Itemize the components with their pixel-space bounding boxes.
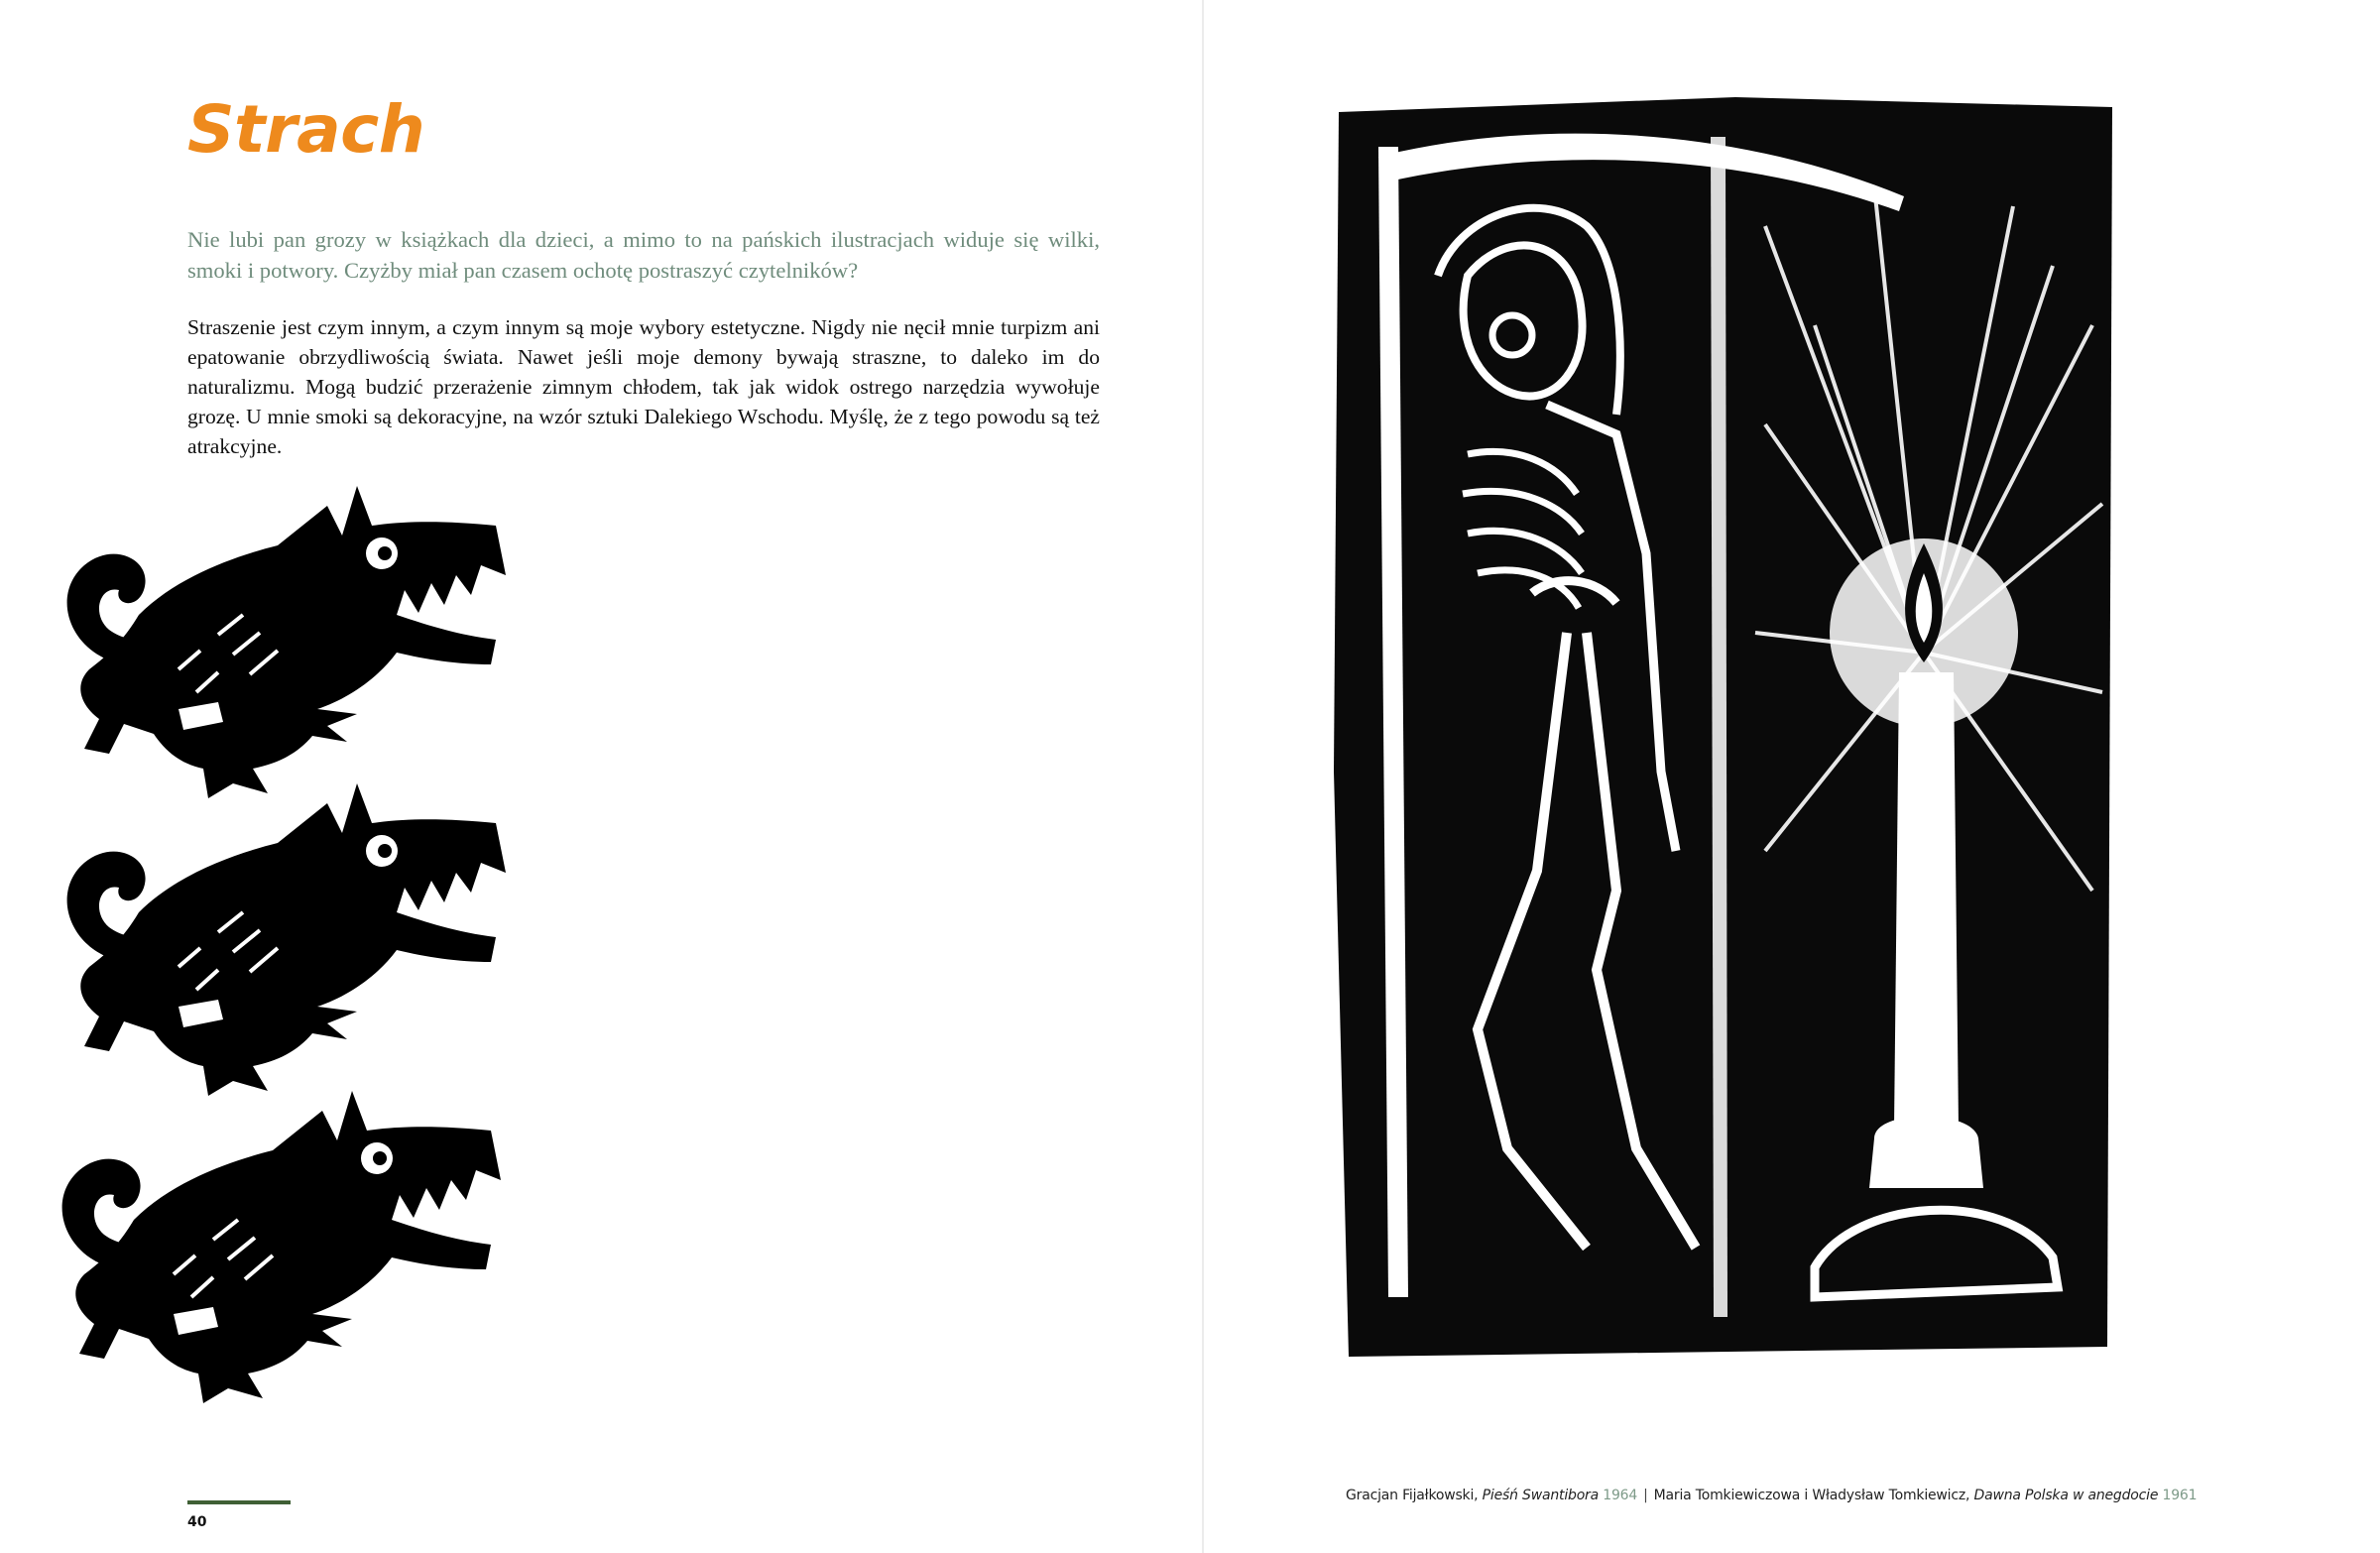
page-title: Strach: [187, 91, 425, 168]
image-caption: [1346, 1488, 2198, 1503]
interview-question: Nie lubi pan grozy w książkach dla dzieci, a mimo to na pańskich ilustracjach widuje się wilki, smoki i potwory. Czyżby miał pan czasem ochotę postraszyć czytelników?: [187, 227, 1100, 283]
caption-credit1-author: Gracjan Fijałkowski,: [1346, 1488, 1483, 1503]
caption-credit1-year: 1964: [1599, 1488, 1638, 1503]
caption-credit1-title: Pieśń Swantibora: [1482, 1488, 1599, 1503]
death-and-candle-woodcut-illustration: [1319, 77, 2122, 1367]
caption-credit2-author: Maria Tomkiewiczowa i Władysław Tomkiewicz,: [1653, 1488, 1974, 1503]
caption-credit2-title: Dawna Polska w anegdocie: [1973, 1488, 2159, 1503]
gutter: [1202, 0, 1204, 1553]
folio-rule: [187, 1500, 291, 1504]
wolves-woodcut-illustration: [30, 466, 545, 1448]
interview-answer: Straszenie jest czym innym, a czym innym są moje wybory estetyczne. Nigdy nie nęcił mnie turpizm ani epatowanie obrzydliwością świata. Nawet jeśli moje demony bywają straszne, to daleko im do naturalizmu. Mogą budzić przerażenie zimnym chłodem, tak jak widok ostrego narzędzia wywołuje grozę. U mnie smoki są dekoracyjne, na wzór sztuki Dalekiego Wschodu. Myślę, że z tego powodu są też atrakcyjne.: [187, 315, 1100, 458]
page-number: 40: [187, 1514, 207, 1530]
caption-separator: |: [1643, 1488, 1648, 1503]
caption-credit2-year: 1961: [2158, 1488, 2198, 1503]
